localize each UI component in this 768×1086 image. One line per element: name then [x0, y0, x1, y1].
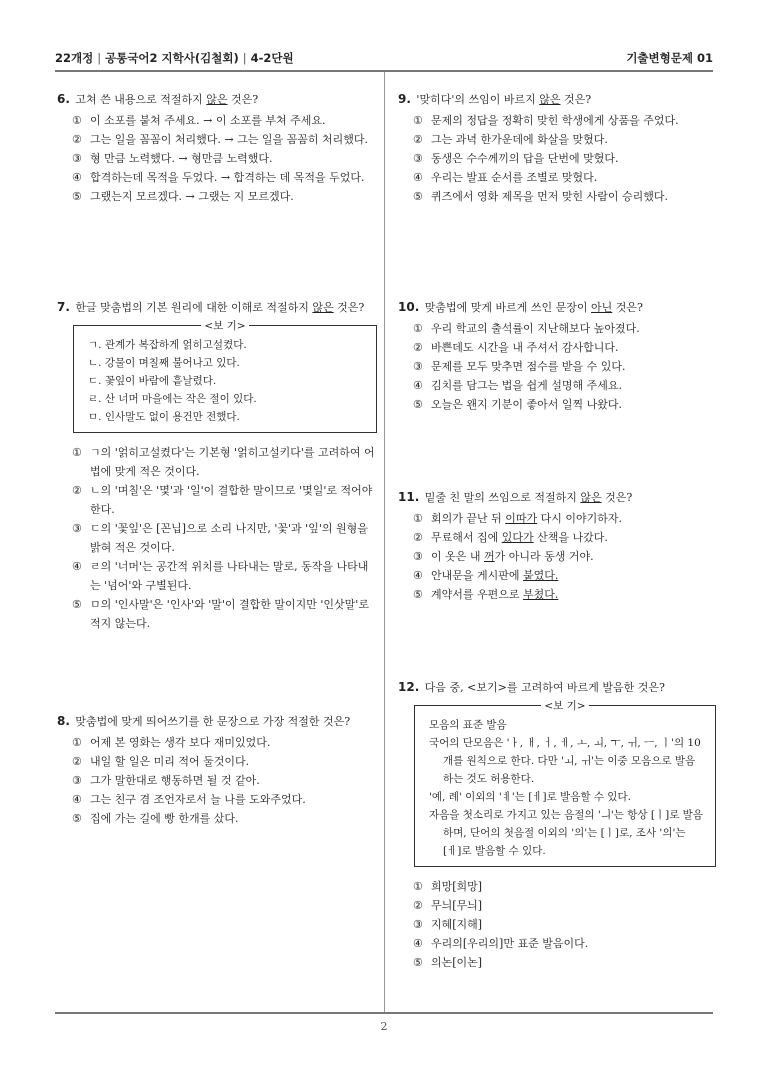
bogi-item: 국어의 단모음은 'ㅏ, ㅐ, ㅓ, ㅔ, ㅗ, ㅚ, ㅜ, ㅟ, ㅡ, ㅣ'의 10개를 원칙으로 한다. 다만 'ㅚ, ㅟ'는 이중 모음으로 발음하는 것도 허용한다.	[429, 737, 701, 785]
bogi-item: ㄹ. 산 너머 마을에는 작은 절이 있다.	[88, 393, 257, 405]
option-2[interactable]: ② ㄴ의 '며칠'은 '몇'과 '일'이 결합한 말이므로 '몇일'로 적어야 한다.	[72, 484, 373, 516]
column-divider	[384, 72, 385, 1012]
option-1[interactable]: ① 문제의 정답을 정확히 맞힌 학생에게 상품을 주었다.	[413, 114, 679, 127]
question-number: 10.	[398, 300, 420, 314]
option-4[interactable]: ④ 그는 친구 겸 조언자로서 늘 나를 도와주었다.	[72, 793, 306, 806]
question-8	[57, 712, 377, 828]
bogi-item: ㄷ. 꽃잎이 바람에 흩날렸다.	[88, 375, 217, 387]
option-2[interactable]: ② 그는 일을 꼼꼼이 처리했다. → 그는 일을 꼼꼼히 처리했다.	[72, 133, 368, 146]
option-3[interactable]: ③ 그가 말한대로 행동하면 될 것 같아.	[72, 774, 260, 787]
question-9	[398, 90, 716, 206]
option-4[interactable]: ④ 김치를 담그는 법을 쉽게 설명해 주세요.	[413, 379, 622, 392]
bogi-heading: 모음의 표준 발음	[429, 719, 507, 731]
bogi-item: '예, 례' 이외의 'ㅖ'는 [ㅔ]로 발음할 수 있다.	[429, 791, 631, 803]
bogi-item: 자음을 첫소리로 가지고 있는 음절의 'ㅢ'는 항상 [ㅣ]로 발음하며, 단어의 첫음절 이외의 '의'는 [ㅣ]로, 조사 '의'는 [ㅔ]로 발음할 수 있다.	[429, 809, 703, 857]
question-6	[57, 90, 377, 206]
option-5[interactable]: ⑤ 의논[이논]	[413, 956, 483, 969]
grade-label: 22개정	[55, 51, 94, 65]
option-5[interactable]: ⑤ 집에 가는 길에 빵 한개를 샀다.	[72, 812, 239, 825]
question-number: 12.	[398, 680, 420, 694]
option-1[interactable]: ① 희망[희망]	[413, 880, 483, 893]
option-2[interactable]: ② 그는 과녁 한가운데에 화살을 맞혔다.	[413, 133, 608, 146]
bogi-item: ㅁ. 인사말도 없이 용건만 전했다.	[88, 411, 240, 423]
option-3[interactable]: ③ 이 옷은 내 꺼가 아니라 동생 거야.	[413, 550, 594, 563]
bogi-item: ㄱ. 관계가 복잡하게 얽히고설켰다.	[88, 339, 247, 351]
option-2[interactable]: ② 무늬[무늬]	[413, 899, 483, 912]
header-right-title: 기출변형문제 01	[626, 51, 713, 65]
question-7	[57, 298, 377, 633]
option-1[interactable]: ① 이 소포를 붙쳐 주세요. → 이 소포를 부쳐 주세요.	[72, 114, 326, 127]
question-number: 8.	[57, 714, 70, 728]
option-3[interactable]: ③ 동생은 수수께끼의 답을 단번에 맞혔다.	[413, 152, 619, 165]
bogi-title: <보 기>	[201, 320, 248, 332]
bogi-title: <보 기>	[541, 700, 588, 712]
question-number: 7.	[57, 300, 70, 314]
question-number: 11.	[398, 490, 420, 504]
question-stem: 10. 맞춤법에 맞게 바르게 쓰인 문장이 아닌 것은?	[398, 300, 643, 314]
unit-label: 4-2단원	[250, 51, 294, 65]
question-stem: 12. 다음 중, <보기>를 고려하여 바르게 발음한 것은?	[398, 680, 665, 694]
question-number: 6.	[57, 92, 70, 106]
option-5[interactable]: ⑤ ㅁ의 '인사말'은 '인사'와 '말'이 결합한 말이지만 '인삿말'로 적지 않는다.	[72, 598, 369, 630]
question-stem: 8. 맞춤법에 맞게 띄어쓰기를 한 문장으로 가장 적절한 것은?	[57, 714, 351, 728]
separator: |	[242, 51, 247, 65]
separator: |	[97, 51, 102, 65]
question-11	[398, 488, 716, 604]
option-1[interactable]: ① 회의가 끝난 뒤 이따가 다시 이야기하자.	[413, 512, 623, 525]
header-left	[55, 50, 294, 66]
question-stem: 6. 고쳐 쓴 내용으로 적절하지 않은 것은?	[57, 92, 259, 106]
option-3[interactable]: ③ ㄷ의 '꽃잎'은 [꼰닙]으로 소리 나지만, '꽃'과 '잎'의 원형을 밝혀 적은 것이다.	[72, 522, 368, 554]
option-5[interactable]: ⑤ 그랬는지 모르겠다. → 그랬는 지 모르겠다.	[72, 190, 294, 203]
question-stem: 9. '맞히다'의 쓰임이 바르지 않은 것은?	[398, 92, 592, 106]
option-4[interactable]: ④ 우리는 발표 순서를 조별로 맞혔다.	[413, 171, 598, 184]
question-stem: 11. 밑줄 친 말의 쓰임으로 적절하지 않은 것은?	[398, 490, 633, 504]
option-4[interactable]: ④ 합격하는데 목적을 두었다. → 합격하는 데 목적을 두었다.	[72, 171, 365, 184]
bogi-box	[414, 700, 716, 867]
option-5[interactable]: ⑤ 오늘은 왠지 기분이 좋아서 일찍 나왔다.	[413, 398, 622, 411]
footer-rule	[55, 1012, 713, 1014]
option-3[interactable]: ③ 문제를 모두 맞추면 점수를 받을 수 있다.	[413, 360, 626, 373]
question-12	[398, 678, 716, 972]
option-1[interactable]: ① ㄱ의 '얽히고설켰다'는 기본형 '얽히고설키다'를 고려하여 어법에 맞게 적은 것이다.	[72, 446, 375, 478]
option-4[interactable]: ④ 안내문을 게시판에 붙였다.	[413, 569, 559, 582]
option-3[interactable]: ③ 지혜[지해]	[413, 918, 483, 931]
option-5[interactable]: ⑤ 퀴즈에서 영화 제목을 먼저 맞힌 사람이 승리했다.	[413, 190, 668, 203]
option-4[interactable]: ④ 우리의[우리의]만 표준 발음이다.	[413, 937, 589, 950]
question-10	[398, 298, 716, 414]
page-number: 2	[380, 1020, 388, 1033]
option-4[interactable]: ④ ㄹ의 '너머'는 공간적 위치를 나타내는 말로, 동작을 나타내는 '넘어'와 구별된다.	[72, 560, 369, 592]
option-1[interactable]: ① 우리 학교의 출석률이 지난해보다 높아졌다.	[413, 322, 640, 335]
option-3[interactable]: ③ 형 만큼 노력했다. → 형만큼 노력했다.	[72, 152, 273, 165]
subject-label: 공통국어2 지학사(김철회)	[105, 51, 239, 65]
option-5[interactable]: ⑤ 계약서를 우편으로 부쳤다.	[413, 588, 559, 601]
question-number: 9.	[398, 92, 411, 106]
option-1[interactable]: ① 어제 본 영화는 생각 보다 재미있었다.	[72, 736, 271, 749]
option-2[interactable]: ② 무료해서 집에 있다가 산책을 나갔다.	[413, 531, 608, 544]
bogi-item: ㄴ. 강물이 며칠째 불어나고 있다.	[88, 357, 240, 369]
question-stem: 7. 한글 맞춤법의 기본 원리에 대한 이해로 적절하지 않은 것은?	[57, 300, 365, 314]
bogi-box	[73, 320, 377, 433]
option-2[interactable]: ② 내일 할 일은 미리 적어 둘것이다.	[72, 755, 250, 768]
option-2[interactable]: ② 바쁜데도 시간을 내 주셔서 감사합니다.	[413, 341, 619, 354]
